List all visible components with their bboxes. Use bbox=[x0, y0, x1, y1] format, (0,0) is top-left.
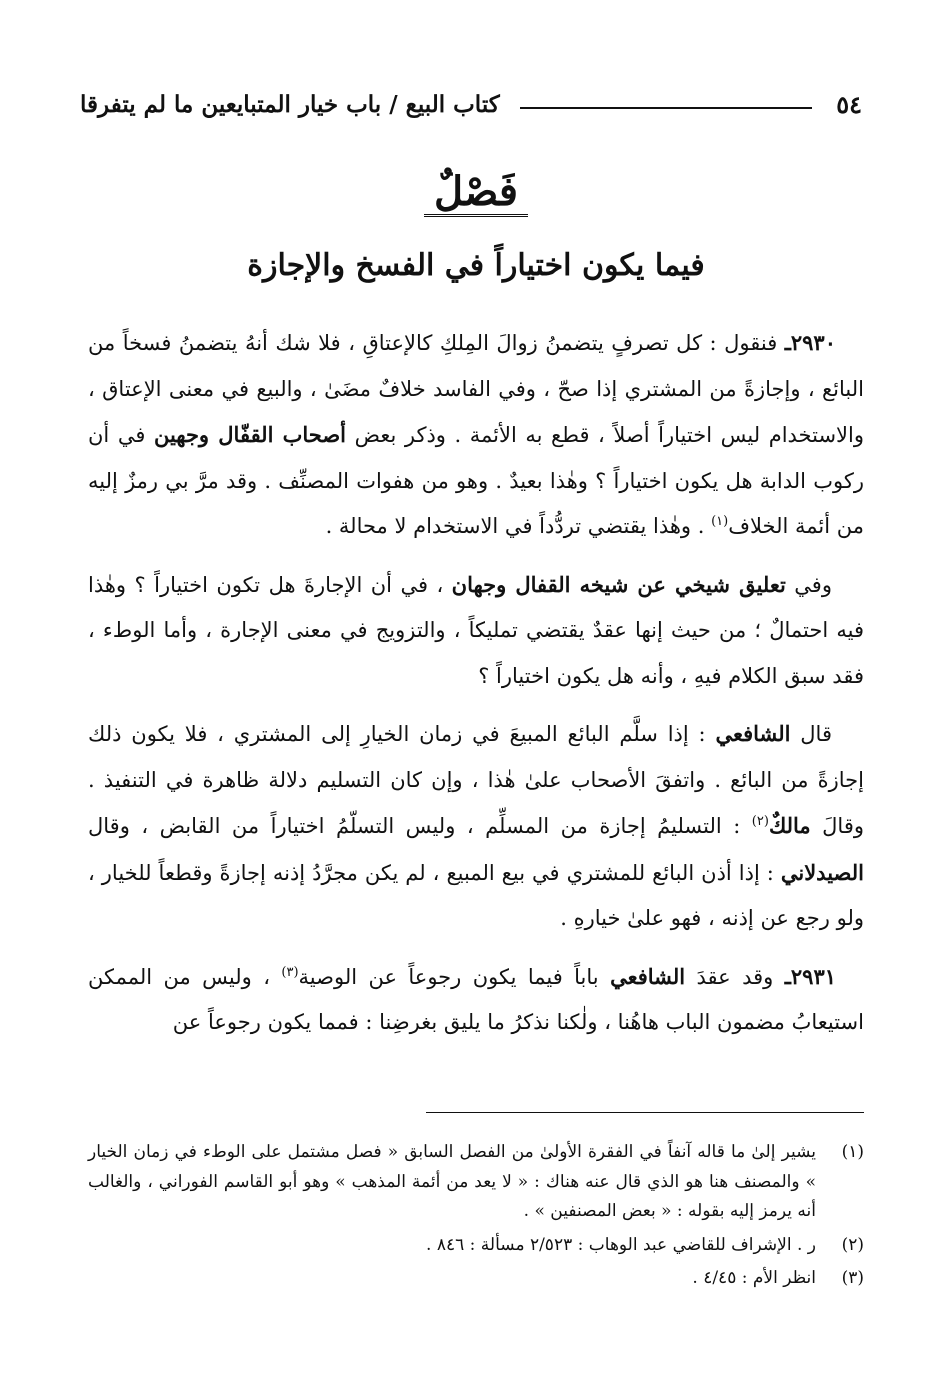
text-run: : إذا سلَّم البائع المبيعَ في زمان الخيارِ إلى المشتري ، فلا يكون ذلك إجازةً من البائع . واتفقَ الأصحاب علىٰ هٰذا ، وإن كان التسليم دلالة ظاهرة في التنفيذ . وقالَ bbox=[88, 722, 865, 838]
body-text bbox=[88, 320, 864, 1058]
text-run: : التسليمُ إجازة من المسلِّم ، وليس التسلّمُ اختياراً من القابض ، وقال bbox=[88, 814, 752, 838]
text-run: ، في أن الإجارةَ هل تكون اختياراً ؟ وهٰذا فيه احتمالٌ ؛ من حيث إنها عقدٌ يقتضي تمليكاً ، والتزويج في معنى الإجارة ، وأما الوطء ، فقد سبق الكلام فيهِ ، وأنه هل يكون اختياراً ؟ bbox=[88, 572, 864, 688]
footnote-ref-1: (١) bbox=[711, 514, 729, 529]
bold-phrase: مالكٌ bbox=[768, 813, 811, 838]
paragraph-taliq bbox=[88, 562, 864, 700]
bold-phrase: الشافعي bbox=[610, 963, 686, 989]
chapter-title: فيما يكون اختياراً في الفسخ والإجازة bbox=[247, 248, 705, 283]
footnote-marker: (١) bbox=[841, 1142, 864, 1162]
footnote-text: ر . الإشراف للقاضي عبد الوهاب : ٢/٥٢٣ مسألة : ٨٤٦ . bbox=[426, 1234, 816, 1255]
text-run: في أن ركوب الدابة هل يكون اختياراً ؟ وهٰذا بعيدٌ . وهو من هفوات المصنِّف . وقد مرَّ بي رمزٌ إليه من أئمة الخلاف bbox=[88, 423, 864, 538]
paragraph-number: ٢٩٣١ـ bbox=[784, 963, 837, 989]
page-header bbox=[80, 84, 862, 124]
bold-phrase: الصيدلاني bbox=[780, 859, 864, 885]
running-title: كتاب البيع / باب خيار المتبايعين ما لم يتفرقا bbox=[80, 90, 500, 118]
bold-phrase: أصحاب القفّال وجهين bbox=[153, 422, 347, 447]
paragraph-2930 bbox=[88, 320, 864, 550]
text-run: وفي bbox=[785, 572, 832, 597]
paragraph-shafii bbox=[88, 711, 864, 942]
footnote-2 bbox=[88, 1231, 864, 1261]
footnote-separator bbox=[426, 1112, 864, 1113]
section-mark-text: فَصْلٌ bbox=[424, 170, 528, 217]
text-run: : إذا أذن البائع للمشتري في بيع المبيع ، لم يكن مجرَّدُ إذنه إجازةً وقطعاً للخيار ، ولو رجع عن إذنه ، فهو علىٰ خيارهِ . bbox=[88, 860, 864, 930]
footnotes bbox=[88, 1138, 864, 1298]
footnote-text: انظر الأم : ٤/٤٥ . bbox=[692, 1268, 816, 1288]
page-number: ٥٤ bbox=[836, 89, 862, 119]
footnote-3 bbox=[88, 1264, 864, 1294]
footnote-text: يشير إلىٰ ما قاله آنفاً في الفقرة الأولىٰ من الفصل السابق « فصل مشتمل على الوطء في زمان الخيار » والمصنف هنا هو الذي قال عنه هناك : « لا يعد من أئمة المذهب » وهو أبو القاسم الفوراني ، والغالب أنه يرمز إليه بقوله : « بعض المصنفين » . bbox=[88, 1142, 816, 1221]
paragraph-number: ٢٩٣٠ـ bbox=[784, 330, 836, 355]
section-mark bbox=[0, 168, 952, 217]
header-rule bbox=[520, 107, 813, 109]
footnote-ref-2: (٢) bbox=[751, 814, 769, 829]
text-run: وقد عقدَ bbox=[685, 964, 785, 989]
text-run: قال bbox=[790, 722, 832, 746]
paragraph-2931 bbox=[88, 954, 864, 1046]
text-run: باباً فيما يكون رجوعاً عن الوصية bbox=[298, 964, 611, 989]
footnote-marker: (٣) bbox=[841, 1268, 864, 1288]
footnote-ref-3: (٣) bbox=[281, 964, 299, 980]
footnote-marker: (٢) bbox=[841, 1234, 864, 1255]
text-run: ، وليس من الممكن استيعابُ مضمون الباب هاهُنا ، ولٰكنا نذكرُ ما يليق بغرضِنا : فمما يكون رجوعاً عن bbox=[88, 964, 864, 1034]
footnote-1 bbox=[88, 1138, 864, 1227]
text-run: فنقول : كل تصرفٍ يتضمنُ زوالَ المِلكِ كالإعتاقِ ، فلا شك أنهُ يتضمنُ فسخاً من البائع ، وإجازةً من المشتري إذا صحّ ، وفي الفاسد خلافٌ مضَىٰ ، والبيع في معنى الإعتاق ، والاستخدام ليس اختياراً أصلاً ، قطع به الأئمة . وذكر بعض bbox=[88, 331, 864, 447]
bold-phrase: الشافعي bbox=[715, 721, 791, 746]
bold-phrase: تعليق شيخي عن شيخه القفال وجهان bbox=[451, 571, 786, 597]
text-run: . وهٰذا يقتضي تردُّداً في الاستخدام لا محالة . bbox=[325, 514, 712, 538]
